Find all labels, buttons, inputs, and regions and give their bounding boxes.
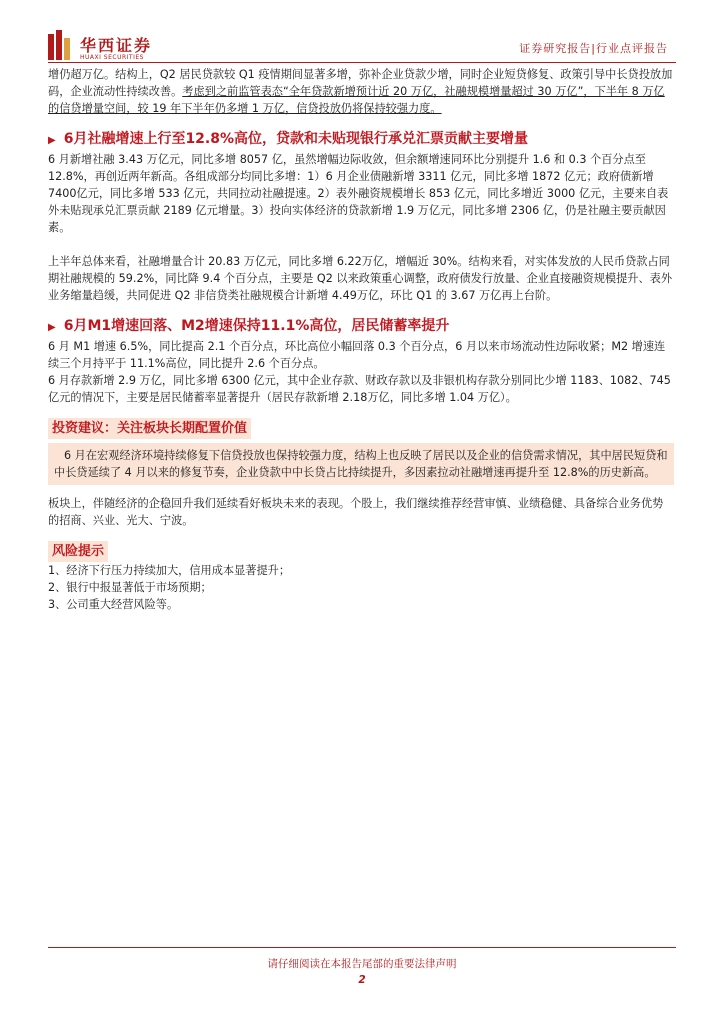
invest-heading: 投资建议：关注板块长期配置价值 bbox=[48, 418, 251, 439]
section-2-paragraph-2: 6 月存款新增 2.9 万亿，同比多增 6300 亿元，其中企业存款、财政存款以及非银机构存款分别同比少增 1183、1082、745 亿元的情况下，主要是居民储蓄率显著提升（居民存款新增 2.18万亿，同比多增 1.04 万亿）。 bbox=[48, 374, 671, 404]
legal-notice: 请仔细阅读在本报告尾部的重要法律声明 bbox=[267, 958, 457, 970]
footer-divider bbox=[48, 947, 676, 948]
section-1-title: 6月社融增速上行至12.8%高位，贷款和未贴现银行承兑汇票贡献主要增量 bbox=[63, 131, 529, 147]
page-header bbox=[0, 0, 724, 64]
report-type: 证券研究报告|行业点评报告 bbox=[519, 42, 668, 55]
section-2-title: 6月M1增速回落、M2增速保持11.1%高位，居民储蓄率提升 bbox=[63, 318, 450, 334]
huaxi-logo-icon bbox=[48, 30, 74, 60]
risk-item: 3、公司重大经营风险等。 bbox=[48, 598, 179, 611]
section-1-heading bbox=[48, 129, 674, 151]
invest-paragraph-2: 板块上，伴随经济的企稳回升我们延续看好板块未来的表现。个股上，我们继续推荐经营审慎、业绩稳健、具备综合业务优势的招商、兴业、光大、宁波。 bbox=[48, 497, 664, 527]
intro-text: 增仍超万亿。结构上，Q2 居民贷款较 Q1 疫情期间显著多增，弥补企业贷款少增，同时企业短贷修复、政策引导中长贷投放加码，企业流动性持续改善。 bbox=[48, 68, 673, 98]
intro-underlined-text: 考虑到之前监管表态“全年贷款新增预计近 20 万亿，社融规模增量超过 30 万亿”，下半年 8 万亿的信贷增量空间，较 19 年下半年仍多增 1 万亿，信贷投放仍将保持较强力度。 bbox=[48, 85, 665, 115]
header-divider bbox=[48, 62, 676, 63]
section-1-paragraph-2: 上半年总体来看，社融增量合计 20.83 万亿元，同比多增 6.22万亿，增幅近 30%。结构来看，对实体发放的人民币贷款占同期社融规模的 59.2%，同比降 9.4 个百分点，主要是 Q2 以来政策重心调整，政府债发行放量、企业直接融资规模提升、表外业务缩量趋缓，共同促进 Q2 非信贷类社融规模合计新增 4.49万亿，环比 Q1 的 3.67 万亿再上台阶。 bbox=[48, 255, 673, 302]
logo-subtitle: HUAXI SECURITIES bbox=[80, 54, 144, 61]
page-number: 2 bbox=[358, 974, 366, 986]
triangle-right-icon: ▶ bbox=[48, 135, 56, 146]
risk-item: 2、银行中报显著低于市场预期； bbox=[48, 581, 212, 594]
section-2-paragraph-1: 6 月 M1 增速 6.5%，同比提高 2.1 个百分点，环比高位小幅回落 0.3 个百分点，6 月以来市场流动性边际收紧；M2 增速连续三个月持平于 11.1%高位，同比提升 2.6 个百分点。 bbox=[48, 340, 666, 370]
logo-text: 华西证券 bbox=[80, 36, 153, 55]
invest-body: 6 月在宏观经济环境持续修复下信贷投放也保持较强力度，结构上也反映了居民以及企业的信贷需求情况，其中居民短贷和中长贷延续了 4 月以来的修复节奏，企业贷款中中长贷占比持续提升，多因素拉动社融增速再提升至 12.8%的历史新高。 bbox=[48, 443, 674, 485]
section-2-heading bbox=[48, 316, 674, 338]
intro-paragraph bbox=[48, 66, 674, 117]
main-content bbox=[48, 66, 674, 613]
section-1-paragraph-1: 6 月新增社融 3.43 万亿元，同比多增 8057 亿，虽然增幅边际收敛，但余额增速同环比分别提升 1.6 和 0.3 个百分点至12.8%，再创近两年新高。各组成部分均同比多增：1）6 月企业债融新增 3311 亿元，同比多增 1872 亿元；政府债新增 7400亿元，同比多增 533 亿元，共同拉动社融提速。2）表外融资规模增长 853 亿元，同比多增近 3000 亿元，主要来自表外未贴现承兑汇票贡献 2189 亿元增量。3）投向实体经济的贷款新增 1.9 万亿元，同比多增 2306 亿，仍是社融主要贡献因素。 bbox=[48, 153, 669, 234]
risk-heading: 风险提示 bbox=[48, 541, 108, 562]
triangle-right-icon: ▶ bbox=[48, 322, 56, 333]
risk-item: 1、经济下行压力持续加大，信用成本显著提升； bbox=[48, 564, 291, 577]
